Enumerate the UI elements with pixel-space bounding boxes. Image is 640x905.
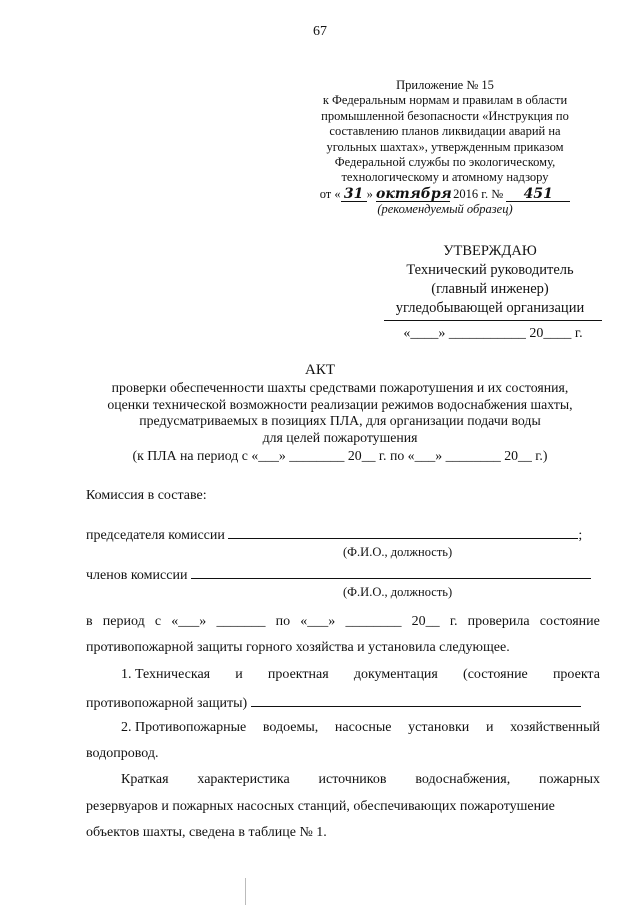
word: ________: [345, 614, 402, 629]
members-row: [86, 566, 591, 584]
word: проектная: [267, 667, 329, 682]
word: «___»: [300, 614, 336, 629]
word: 20__: [411, 614, 440, 629]
chairman-fill-line: [228, 526, 578, 539]
order-date-day-handwritten: 31: [341, 188, 367, 202]
word: 2. Противопожарные: [121, 720, 247, 735]
act-subtitle-line: для целей пожаротушения: [262, 429, 418, 445]
members-label: членов комиссии: [86, 568, 188, 583]
chairman-caption: (Ф.И.О., должность): [343, 545, 453, 559]
word: и: [235, 667, 243, 682]
sample-note: (рекомендуемый образец): [377, 202, 513, 217]
act-subtitle: [60, 380, 620, 465]
approval-line: угледобывающей организации: [395, 300, 585, 316]
order-date-year: 2016 г. №: [453, 186, 504, 201]
item1-line2: [86, 694, 581, 712]
period-paragraph-line: [86, 614, 600, 630]
page-number: 67: [313, 24, 327, 39]
approval-line: (главный инженер): [431, 281, 549, 297]
appendix-line: промышленной безопасности «Инструкция по: [321, 108, 569, 123]
item1-fill-line: [251, 694, 581, 707]
word: и: [485, 720, 494, 735]
word: водоснабжения,: [415, 772, 511, 787]
word: водоемы,: [262, 720, 319, 735]
word: период: [102, 614, 145, 629]
word: с: [154, 614, 162, 629]
item3-line: [121, 772, 600, 788]
order-date-sep: »: [366, 186, 373, 201]
word: хозяйственный: [510, 720, 600, 735]
act-subtitle-line: проверки обеспеченности шахты средствами пожаротушения и их состояния,: [111, 380, 569, 395]
word: Краткая: [121, 772, 169, 787]
approval-title: УТВЕРЖДАЮ: [443, 243, 537, 259]
members-fill-line: [191, 566, 591, 579]
approval-block: [370, 242, 610, 318]
appendix-line: Приложение № 15: [396, 78, 494, 92]
word: в: [86, 614, 93, 629]
item1-line: [121, 667, 600, 683]
word: 1. Техническая: [121, 667, 211, 682]
word: проекта: [552, 667, 600, 682]
order-date-prefix: от «: [319, 186, 341, 201]
appendix-line: технологическому и атомному надзору: [341, 170, 549, 185]
appendix-line: угольных шахтах», утвержденным приказом: [326, 139, 564, 154]
word: (состояние: [463, 667, 528, 682]
approval-date-line: «____» ___________ 20____ г.: [403, 326, 583, 341]
word: _______: [216, 614, 266, 629]
appendix-line: Федеральной службы по экологическому,: [334, 155, 556, 170]
act-title: АКТ: [305, 362, 335, 378]
period-paragraph-line2: противопожарной защиты горного хозяйства и установила следующее.: [86, 640, 510, 655]
item1-label: противопожарной защиты): [86, 696, 248, 711]
word: проверила: [467, 614, 530, 629]
chairman-end: ;: [578, 528, 583, 543]
scan-fold-mark: [245, 878, 246, 905]
appendix-line: к Федеральным нормам и правилам в области: [322, 93, 568, 108]
word: состояние: [539, 614, 600, 629]
appendix-line: составлению планов ликвидации аварий на: [329, 124, 561, 139]
act-period-line: (к ПЛА на период с «___» ________ 20__ г. по «___» ________ 20__ г.): [132, 448, 548, 463]
approval-line: Технический руководитель: [406, 262, 574, 278]
act-subtitle-line: предусматриваемых в позициях ПЛА, для организации подачи воды: [139, 413, 541, 428]
word: г.: [449, 614, 458, 629]
commission-heading: Комиссия в составе:: [86, 488, 207, 503]
appendix-header: [300, 78, 590, 218]
members-caption: (Ф.И.О., должность): [343, 585, 453, 599]
word: пожарных: [539, 772, 600, 787]
signature-line: [384, 320, 602, 321]
item2-line: [121, 720, 600, 736]
word: документация: [353, 667, 438, 682]
act-subtitle-line: оценки технической возможности реализации режимов водоснабжения шахты,: [107, 396, 573, 412]
item3-line2: резервуаров и пожарных насосных станций, обеспечивающих пожаротушение: [86, 799, 555, 814]
order-number-handwritten: 451: [506, 188, 570, 202]
chairman-label: председателя комиссии: [86, 528, 225, 543]
word: насосные: [334, 720, 392, 735]
word: характеристика: [197, 772, 290, 787]
item3-line3: объектов шахты, сведена в таблице № 1.: [86, 825, 327, 840]
word: «___»: [171, 614, 207, 629]
item2-line2: водопровод.: [86, 746, 159, 761]
order-date-month-handwritten: октября: [376, 185, 452, 202]
word: источников: [318, 772, 387, 787]
word: по: [275, 614, 291, 629]
order-date-line: [300, 187, 590, 202]
chairman-row: [86, 526, 582, 544]
word: установки: [408, 720, 470, 735]
